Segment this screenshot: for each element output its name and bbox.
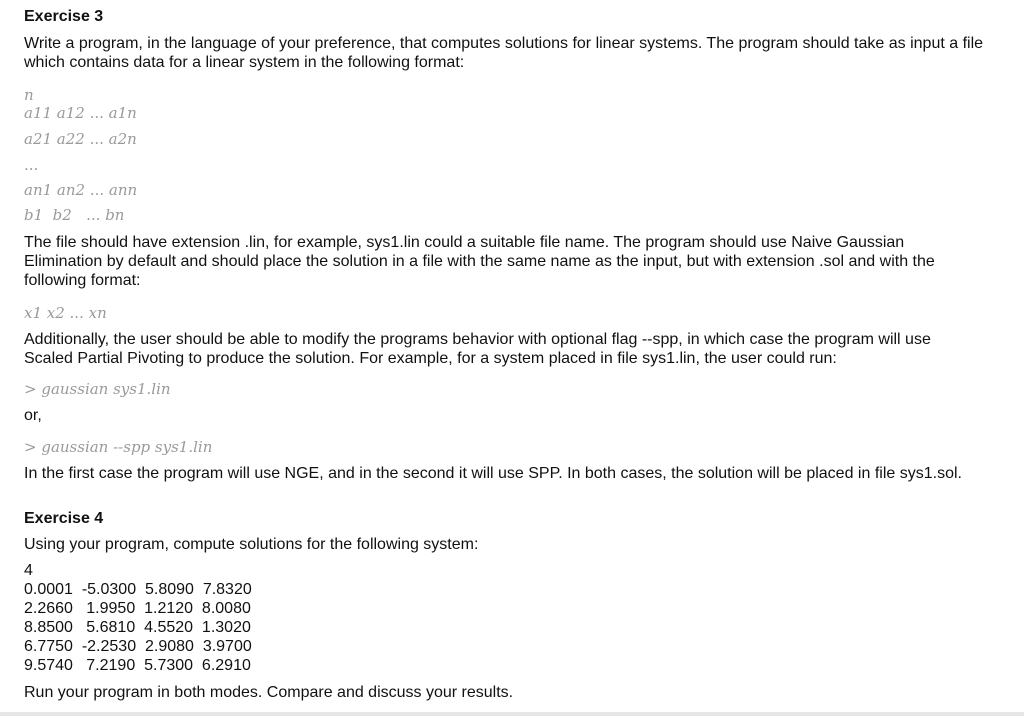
format-line-b: b1 b2 ... bn xyxy=(24,206,125,224)
command-spp: > gaussian --spp sys1.lin xyxy=(24,438,213,456)
exercise3-para3: Additionally, the user should be able to modify the programs behavior with optional flag --spp, in which case the program will use Scaled Partial Pivoting to produce the solution. For example, for a system placed in file sys1.lin, the user could run: xyxy=(24,331,931,367)
exercise4-intro: Using your program, compute solutions for the following system: xyxy=(24,536,479,553)
format-line-row1: a11 a12 ... a1n xyxy=(24,104,137,122)
bottom-divider xyxy=(0,712,1024,716)
exercise3-intro: Write a program, in the language of your preference, that computes solutions for linear systems. The program should take as input a file which contains data for a linear system in the following format: xyxy=(24,35,984,71)
format-line-ellipsis: ... xyxy=(24,156,39,174)
or-text: or, xyxy=(24,407,42,424)
system-row-4: 6.7750 -2.2530 2.9080 3.9700 xyxy=(24,638,252,655)
format-line-n: n xyxy=(24,86,34,104)
exercise4-title: Exercise 4 xyxy=(24,510,104,527)
command-default: > gaussian sys1.lin xyxy=(24,380,171,398)
exercise3-para2: The file should have extension .lin, for example, sys1.lin could a suitable file name. The program should use Naive Gaussian Elimination by default and should place the solution in a file with the same name as the input, but with extension .sol and with the following format: xyxy=(24,234,935,289)
system-row-3: 8.8500 5.6810 4.5520 1.3020 xyxy=(24,619,251,636)
system-size: 4 xyxy=(24,562,33,579)
system-row-2: 2.2660 1.9950 1.2120 8.0080 xyxy=(24,600,251,617)
exercise4-closing: Run your program in both modes. Compare and discuss your results. xyxy=(24,684,514,701)
system-row-5: 9.5740 7.2190 5.7300 6.2910 xyxy=(24,657,251,674)
format-line-rown: an1 an2 ... ann xyxy=(24,181,138,199)
exercise3-title: Exercise 3 xyxy=(24,8,104,25)
solution-format: x1 x2 ... xn xyxy=(24,304,107,322)
exercise3-para4: In the first case the program will use NGE, and in the second it will use SPP. In both cases, the solution will be placed in file sys1.sol. xyxy=(24,465,962,482)
format-line-row2: a21 a22 ... a2n xyxy=(24,130,137,148)
system-row-1: 0.0001 -5.0300 5.8090 7.8320 xyxy=(24,581,252,598)
